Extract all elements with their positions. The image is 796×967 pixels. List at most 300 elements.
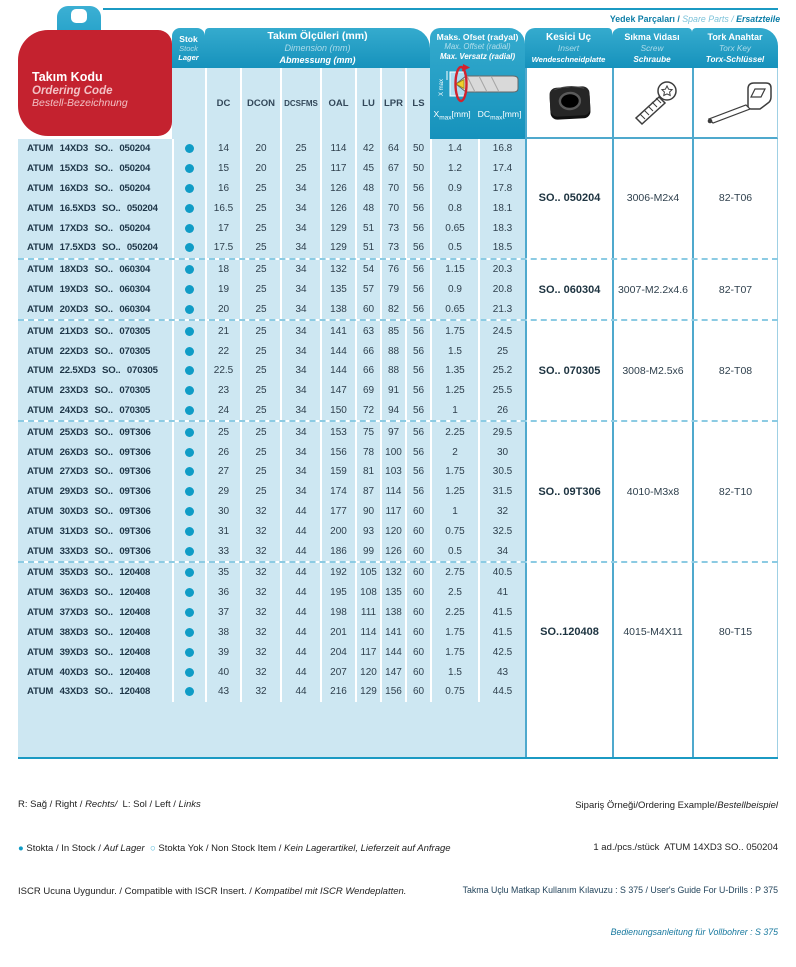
ls-value: 60 [405, 682, 430, 702]
tool-code: ATUM 39XD3 SO.. 120408 [27, 646, 151, 658]
oal-value: 126 [320, 198, 355, 218]
oal-value: 138 [320, 300, 355, 320]
in-stock-dot [185, 568, 194, 577]
in-stock-dot [185, 668, 194, 677]
lpr-value: 120 [380, 521, 405, 541]
xmax-value: 0.9 [430, 179, 478, 199]
dcon-value: 25 [240, 361, 280, 381]
group-rows [18, 139, 525, 258]
stock-cell [172, 462, 205, 482]
dc-value: 21 [205, 321, 240, 341]
dcon-value: 32 [240, 563, 280, 583]
in-stock-dot [185, 386, 194, 395]
oal-value: 132 [320, 260, 355, 280]
insert-code: SO.. 050204 [525, 139, 612, 258]
stock-cell [172, 139, 205, 159]
screw-title-en: Screw [640, 43, 664, 53]
table-row [18, 563, 525, 583]
tool-code: ATUM 37XD3 SO.. 120408 [27, 607, 151, 619]
stock-cell [172, 623, 205, 643]
table-row [18, 260, 525, 280]
column-label-oal: OAL [320, 68, 355, 139]
table-row [18, 238, 525, 258]
stock-cell [172, 541, 205, 561]
dcsfms-value: 44 [280, 603, 320, 623]
table-row [18, 521, 525, 541]
lu-value: 78 [355, 442, 380, 462]
oal-value: 159 [320, 462, 355, 482]
dcmax-value: 24.5 [478, 321, 525, 341]
table-row [18, 381, 525, 401]
tool-code: ATUM 14XD3 SO.. 050204 [27, 143, 151, 155]
screw-column-header [612, 28, 692, 68]
table-row [18, 218, 525, 238]
lpr-value: 88 [380, 361, 405, 381]
dcmax-value: 25.5 [478, 381, 525, 401]
dc-value: 14 [205, 139, 240, 159]
oal-value: 201 [320, 623, 355, 643]
lpr-value: 64 [380, 139, 405, 159]
dcmax-value: 34 [478, 541, 525, 561]
lpr-value: 126 [380, 541, 405, 561]
lpr-value: 97 [380, 422, 405, 442]
stock-cell [172, 198, 205, 218]
torx-code: 80-T15 [692, 563, 778, 702]
spare-parts-en: Spare Parts / [682, 13, 737, 24]
lpr-value: 76 [380, 260, 405, 280]
dcmax-value: 41.5 [478, 623, 525, 643]
dcmax-value: 16.8 [478, 139, 525, 159]
oal-value: 195 [320, 583, 355, 603]
torx-code: 82-T08 [692, 321, 778, 420]
tool-code: ATUM 15XD3 SO.. 050204 [27, 163, 151, 175]
dcsfms-value: 44 [280, 623, 320, 643]
dc-value: 22.5 [205, 361, 240, 381]
dcon-value: 25 [240, 321, 280, 341]
in-stock-dot [185, 204, 194, 213]
table-row [18, 321, 525, 341]
tool-code: ATUM 18XD3 SO.. 060304 [27, 264, 151, 276]
xmax-value: 1.4 [430, 139, 478, 159]
in-stock-symbol: ● [18, 842, 24, 854]
dcon-value: 32 [240, 502, 280, 522]
stock-cell [172, 442, 205, 462]
insert-icon-cell [525, 68, 612, 139]
table-row [18, 623, 525, 643]
tool-code: ATUM 25XD3 SO.. 09T306 [27, 426, 151, 438]
dc-value: 17 [205, 218, 240, 238]
lu-value: 63 [355, 321, 380, 341]
dcon-value: 25 [240, 401, 280, 421]
screw-title-de: Schraube [633, 54, 671, 64]
tool-code: ATUM 24XD3 SO.. 070305 [27, 404, 151, 416]
dcon-value: 25 [240, 482, 280, 502]
in-stock-dot [185, 467, 194, 476]
dc-value: 25 [205, 422, 240, 442]
dcmax-value: 29.5 [478, 422, 525, 442]
stock-cell [172, 321, 205, 341]
table-row [18, 442, 525, 462]
dcmax-value: 31.5 [478, 482, 525, 502]
lu-value: 99 [355, 541, 380, 561]
tool-code: ATUM 27XD3 SO.. 09T306 [27, 466, 151, 478]
lu-value: 87 [355, 482, 380, 502]
torx-title-tr: Tork Anahtar [707, 31, 763, 42]
lpr-value: 156 [380, 682, 405, 702]
dc-value: 30 [205, 502, 240, 522]
tab-clip-notch [71, 9, 87, 23]
dc-value: 17.5 [205, 238, 240, 258]
table-row [18, 662, 525, 682]
tool-code: ATUM 38XD3 SO.. 120408 [27, 626, 151, 638]
table-row [18, 401, 525, 421]
max-offset-title-de: Max. Versatz (radial) [439, 52, 516, 61]
stock-title-en: Stock [179, 43, 198, 53]
xmax-value: 1.25 [430, 482, 478, 502]
empty-insert-cell [525, 702, 612, 757]
lu-value: 66 [355, 341, 380, 361]
dcmax-value: 32 [478, 502, 525, 522]
dcsfms-value: 34 [280, 218, 320, 238]
in-stock-dot [185, 588, 194, 597]
tool-group [18, 422, 778, 563]
dcon-value: 32 [240, 521, 280, 541]
dc-value: 38 [205, 623, 240, 643]
dc-value: 19 [205, 280, 240, 300]
tool-code: ATUM 29XD3 SO.. 09T306 [27, 486, 151, 498]
in-stock-dot [185, 144, 194, 153]
xmax-value: 0.8 [430, 198, 478, 218]
ls-value: 56 [405, 462, 430, 482]
oal-value: 135 [320, 280, 355, 300]
dcsfms-value: 44 [280, 642, 320, 662]
dcon-value: 25 [240, 341, 280, 361]
dcsfms-value: 34 [280, 361, 320, 381]
dcon-value: 25 [240, 238, 280, 258]
screw-icon [622, 78, 684, 128]
empty-screw-cell [612, 702, 692, 757]
xmax-value: 1.75 [430, 462, 478, 482]
in-stock-dot [185, 366, 194, 375]
lpr-value: 141 [380, 623, 405, 643]
in-stock-dot [185, 285, 194, 294]
lu-value: 75 [355, 422, 380, 442]
stock-title-de: Lager [178, 52, 199, 62]
table-row [18, 502, 525, 522]
dcmax-value: 41.5 [478, 603, 525, 623]
dcmax-value: 18.3 [478, 218, 525, 238]
dcon-value: 25 [240, 381, 280, 401]
table-row [18, 159, 525, 179]
dcon-value: 25 [240, 218, 280, 238]
stock-cell [172, 238, 205, 258]
dcon-value: 25 [240, 442, 280, 462]
tool-code: ATUM 26XD3 SO.. 09T306 [27, 446, 151, 458]
table-row [18, 198, 525, 218]
empty-rows [18, 702, 525, 757]
lu-value: 111 [355, 603, 380, 623]
lpr-value: 100 [380, 442, 405, 462]
lpr-value: 70 [380, 179, 405, 199]
lu-value: 93 [355, 521, 380, 541]
dcsfms-value: 34 [280, 442, 320, 462]
oal-value: 174 [320, 482, 355, 502]
stock-cell [172, 179, 205, 199]
group-rows [18, 563, 525, 702]
ordering-code-title-en: Ordering Code [32, 85, 113, 97]
table-row [18, 642, 525, 662]
ls-value: 60 [405, 623, 430, 643]
xmax-value: 1.15 [430, 260, 478, 280]
lu-value: 129 [355, 682, 380, 702]
stock-cell [172, 482, 205, 502]
oal-value: 186 [320, 541, 355, 561]
group-rows [18, 422, 525, 561]
lu-value: 108 [355, 583, 380, 603]
insert-code: SO..120408 [525, 563, 612, 702]
stock-cell [172, 642, 205, 662]
xmax-value: 1.75 [430, 321, 478, 341]
dimensions-header [205, 28, 430, 68]
dcon-value: 32 [240, 541, 280, 561]
dcmax-value: 43 [478, 662, 525, 682]
dc-value: 39 [205, 642, 240, 662]
in-stock-dot [185, 184, 194, 193]
torx-key-icon-cell [692, 68, 778, 139]
insert-title-tr: Kesici Uç [545, 31, 592, 43]
lu-value: 57 [355, 280, 380, 300]
dcsfms-value: 34 [280, 300, 320, 320]
lu-value: 81 [355, 462, 380, 482]
dc-value: 31 [205, 521, 240, 541]
dc-value: 27 [205, 462, 240, 482]
dimensions-title-tr: Takım Ölçüleri (mm) [267, 30, 368, 42]
tool-code: ATUM 33XD3 SO.. 09T306 [27, 545, 151, 557]
table-row [18, 583, 525, 603]
xmax-value: 0.65 [430, 300, 478, 320]
empty-torx-cell [692, 702, 778, 757]
dcmax-value: 18.1 [478, 198, 525, 218]
dcsfms-value: 34 [280, 462, 320, 482]
xmax-value: 2.25 [430, 603, 478, 623]
lpr-value: 70 [380, 198, 405, 218]
table-row [18, 603, 525, 623]
tool-code: ATUM 21XD3 SO.. 070305 [27, 325, 151, 337]
screw-code: 4015-M4X11 [612, 563, 692, 702]
table-row [18, 280, 525, 300]
footer-ordering-example [463, 771, 778, 967]
dc-value: 26 [205, 442, 240, 462]
oal-value: 177 [320, 502, 355, 522]
dcsfms-value: 25 [280, 139, 320, 159]
dcon-value: 25 [240, 462, 280, 482]
dcmax-value: 44.5 [478, 682, 525, 702]
xmax-value: 2.25 [430, 422, 478, 442]
dcsfms-value: 34 [280, 179, 320, 199]
table-row [18, 139, 525, 159]
ls-value: 60 [405, 502, 430, 522]
lpr-value: 88 [380, 341, 405, 361]
dcon-value: 20 [240, 139, 280, 159]
ls-value: 56 [405, 422, 430, 442]
dimensions-title-de: Abmessung (mm) [279, 55, 356, 65]
oal-value: 129 [320, 238, 355, 258]
in-stock-dot [185, 243, 194, 252]
in-stock-dot [185, 327, 194, 336]
lpr-value: 138 [380, 603, 405, 623]
table-body [18, 139, 778, 757]
dc-value: 20 [205, 300, 240, 320]
dcsfms-value: 34 [280, 381, 320, 401]
dcsfms-value: 44 [280, 521, 320, 541]
in-stock-dot [185, 164, 194, 173]
lpr-value: 82 [380, 300, 405, 320]
dc-value: 35 [205, 563, 240, 583]
legend-iscr: ISCR Ucuna Uygundur. / Compatible with ISCR Insert. / Kompatibel mit ISCR Wendeplatten. [18, 886, 407, 897]
dcsfms-value: 44 [280, 662, 320, 682]
screw-icon-cell [612, 68, 692, 139]
oal-value: 153 [320, 422, 355, 442]
xmax-value: 1.25 [430, 381, 478, 401]
ls-value: 56 [405, 401, 430, 421]
max-offset-title-tr: Maks. Ofset (radyal) [436, 32, 519, 42]
ls-value: 56 [405, 321, 430, 341]
stock-cell [172, 583, 205, 603]
dcon-value: 25 [240, 198, 280, 218]
lu-value: 120 [355, 662, 380, 682]
lu-value: 51 [355, 238, 380, 258]
ls-value: 60 [405, 583, 430, 603]
xmax-value: 0.5 [430, 238, 478, 258]
tool-group [18, 563, 778, 702]
dcmax-value: 41 [478, 583, 525, 603]
stock-cell [172, 662, 205, 682]
drill-offset-diagram [434, 62, 522, 108]
dc-value: 37 [205, 603, 240, 623]
user-guide-line-de: Bedienungsanleitung für Vollbohrer : S 375 [610, 927, 778, 937]
legend-stock: ● Stokta / In Stock / Auf Lager ○ Stokta Yok / Non Stock Item / Kein Lagerartikel, Lieferzeit auf Anfrage [18, 842, 451, 854]
max-offset-title-en: Max. Offset (radial) [444, 42, 511, 51]
xmax-value: 0.65 [430, 218, 478, 238]
dcon-value: 32 [240, 642, 280, 662]
insert-title-en: Insert [557, 42, 580, 53]
screw-title-tr: Sıkma Vidası [624, 31, 680, 42]
lu-value: 48 [355, 179, 380, 199]
dimensions-title-en: Dimension (mm) [284, 43, 351, 53]
oal-value: 192 [320, 563, 355, 583]
table-row [18, 541, 525, 561]
lpr-value: 94 [380, 401, 405, 421]
lpr-value: 85 [380, 321, 405, 341]
lpr-value: 67 [380, 159, 405, 179]
stock-cell [172, 603, 205, 623]
screw-code: 3008-M2.5x6 [612, 321, 692, 420]
torx-code: 82-T10 [692, 422, 778, 561]
in-stock-dot [185, 628, 194, 637]
spare-parts-band [609, 10, 781, 27]
group-rows [18, 260, 525, 319]
empty-strip [18, 702, 778, 757]
ls-value: 60 [405, 642, 430, 662]
dcon-value: 32 [240, 623, 280, 643]
ls-value: 56 [405, 218, 430, 238]
dc-value: 40 [205, 662, 240, 682]
dcmax-value: 18.5 [478, 238, 525, 258]
ordering-code-header [18, 30, 172, 136]
lu-value: 45 [355, 159, 380, 179]
dcon-value: 25 [240, 280, 280, 300]
dcmax-value: 25 [478, 341, 525, 361]
svg-text:X max: X max [438, 78, 445, 96]
stock-cell [172, 341, 205, 361]
dc-value: 36 [205, 583, 240, 603]
oal-value: 141 [320, 321, 355, 341]
xmax-value: 1.35 [430, 361, 478, 381]
dc-value: 29 [205, 482, 240, 502]
in-stock-dot [185, 406, 194, 415]
xmax-value: 0.75 [430, 521, 478, 541]
table-row [18, 341, 525, 361]
oal-value: 129 [320, 218, 355, 238]
lu-value: 105 [355, 563, 380, 583]
xmax-value: 1.5 [430, 662, 478, 682]
tool-code: ATUM 22XD3 SO.. 070305 [27, 345, 151, 357]
dcon-value: 32 [240, 662, 280, 682]
xmax-value: 2.75 [430, 563, 478, 583]
max-offset-units [430, 109, 525, 124]
lu-value: 114 [355, 623, 380, 643]
in-stock-dot [185, 608, 194, 617]
lpr-value: 117 [380, 502, 405, 522]
dc-value: 43 [205, 682, 240, 702]
xmax-value: 0.9 [430, 280, 478, 300]
dcsfms-value: 34 [280, 198, 320, 218]
stock-cell [172, 300, 205, 320]
dcmax-value: 30 [478, 442, 525, 462]
dcsfms-value: 34 [280, 341, 320, 361]
ordering-example-label: Sipariş Örneği/Ordering Example/Bestellbeispiel [575, 800, 778, 811]
dcmax-value: 40.5 [478, 563, 525, 583]
column-label-dcsfms: DCSFMS [280, 68, 320, 139]
dcmax-value: 21.3 [478, 300, 525, 320]
ls-value: 60 [405, 541, 430, 561]
tool-group [18, 139, 778, 260]
lu-value: 60 [355, 300, 380, 320]
dcsfms-value: 44 [280, 682, 320, 702]
ordering-example-value: 1 ad./pcs./stück ATUM 14XD3 SO.. 050204 [593, 842, 778, 853]
xmax-value: 2.5 [430, 583, 478, 603]
dcon-value: 25 [240, 422, 280, 442]
dc-value: 22 [205, 341, 240, 361]
dc-value: 33 [205, 541, 240, 561]
table-row [18, 482, 525, 502]
dcmax-value: 20.3 [478, 260, 525, 280]
lu-value: 69 [355, 381, 380, 401]
xmax-value: 1 [430, 401, 478, 421]
dcon-value: 32 [240, 603, 280, 623]
lu-value: 51 [355, 218, 380, 238]
torx-code: 82-T07 [692, 260, 778, 319]
stock-column-header [172, 28, 205, 68]
lpr-value: 114 [380, 482, 405, 502]
lpr-value: 135 [380, 583, 405, 603]
dcsfms-value: 34 [280, 321, 320, 341]
non-stock-symbol: ○ [144, 842, 156, 854]
lpr-value: 144 [380, 642, 405, 662]
stock-cell [172, 381, 205, 401]
lu-value: 72 [355, 401, 380, 421]
oal-value: 144 [320, 341, 355, 361]
